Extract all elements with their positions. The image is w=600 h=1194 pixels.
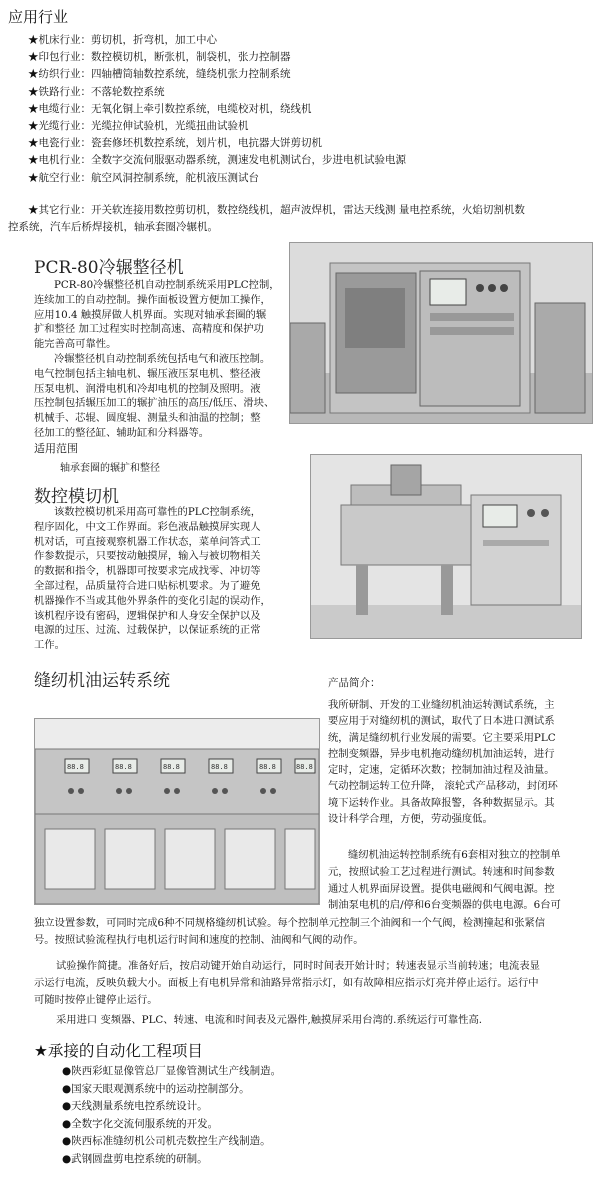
pcr-para1: [34, 278, 294, 352]
industry-item: ★纺织行业：四轴槽筒轴数控系统，缝绕机张力控制系统: [28, 68, 291, 81]
diecut-line: 该数控模切机采用高可靠性的PLC控制系统，: [54, 506, 261, 518]
pcr-machine-photo: [289, 242, 593, 424]
industry-item: ★航空行业：航空风洞控制系统，舵机液压测试台: [28, 171, 259, 184]
sewing-intro: [328, 697, 590, 827]
sewing-line: 独立设置参数，可同时完成6种不同规格缝纫机试验。每个控制单元控制三个油阀和一个气阀，检测撞起和张紧信: [34, 917, 546, 929]
industry-other-line2: 控系统，汽车后桥焊接机，轴承套圈冷辗机。: [8, 221, 218, 234]
industry-other-line1: ★其它行业：开关软连接用数控剪切机，数控绕线机，超声波焊机，雷达天线测 量电控系统，火焰切割机数: [28, 204, 525, 216]
sewing-line: 可随时按停止键停止运行。: [34, 994, 158, 1006]
diecut-line: 程序固化，中文工作界面。彩色液晶触摸屏实现人: [34, 520, 261, 533]
sewing-intro-label: 产品简介：: [328, 677, 381, 689]
display-readout: 88.8: [259, 763, 276, 771]
sewing-line: 号。按照试验流程执行电机运行时间和速度的控制、油阀和气阀的动作。: [34, 934, 364, 946]
industry-list: [28, 32, 588, 187]
diecut-line: 的数据和指令，机器即可按要求完成找零、冲切等: [34, 565, 261, 578]
pcr-title: PCR-80冷辗整径机: [34, 258, 184, 278]
sewing-para4: 采用进口 变频器、PLC、转速、电流和时间表及元器件,触摸屏采用台湾的.系统运行可靠性高.: [56, 1014, 483, 1026]
diecut-line: 工作。: [34, 639, 65, 652]
pcr-line: PCR-80冷辗整径机自动控制系统采用PLC控制，: [54, 279, 280, 291]
sewing-line: 定时，定速，定循环次数；控制加油过程及油量。: [328, 764, 555, 777]
pcr-scope-text: 轴承套圈的辗扩和整径: [60, 463, 160, 474]
sewing-line: 统，满足缝纫机行业发展的需要。它主要采用PLC: [328, 731, 556, 744]
project-item: ●武钢圆盘剪电控系统的研制。: [62, 1152, 208, 1165]
sewing-line: 控制变频器，异步电机拖动缝纫机加油运转，进行: [328, 747, 555, 760]
sewing-line: 通过人机界面屏设置。提供电磁阀和气阀电源。控: [328, 882, 555, 895]
sewing-line: 元，按照试验工艺过程进行测试。转速和时间参数: [328, 865, 555, 878]
sewing-line: 制油泵电机的启/停和6台变频器的供电电源。6台可: [328, 899, 561, 912]
display-readout: 88.8: [163, 763, 180, 771]
project-item: ●国家天眼观测系统中的运动控制部分。: [62, 1082, 250, 1095]
diecut-line: 作参数提示，只要按动触摸屏，输入与被切物相关: [34, 550, 261, 563]
pcr-scope-label: 适用范围: [34, 442, 78, 455]
sewing-line: 试验操作简捷。准备好后，按启动键开始自动运行，同时时间表开始计时；转速表显示当前转速；电流表显: [56, 960, 540, 972]
diecut-title: 数控模切机: [34, 487, 119, 507]
diecut-line: 该机程序设有密码，逻辑保护和人身安全保护以及: [34, 609, 261, 622]
industry-item: ★电瓷行业：瓷套修坯机数控系统，划片机，电抗器大饼剪切机: [28, 137, 322, 150]
sewing-line: 气动控制运转工位升降， 滚轮式产品移动，封闭环: [328, 780, 558, 793]
projects-title: ★承接的自动化工程项目: [34, 1042, 203, 1060]
diecut-machine-photo: [310, 454, 582, 639]
pcr-line: 能完善高可靠性。: [34, 338, 117, 351]
diecut-line: 机对话，可直接观察机器工作状态，菜单问答式工: [34, 535, 261, 548]
industry-item: ★光缆行业：光缆拉伸试验机，光缆扭曲试验机: [28, 120, 249, 133]
display-readout: 88.8: [211, 763, 228, 771]
industry-item: ★铁路行业：不落轮数控系统: [28, 85, 165, 98]
project-item: ●陕西彩虹显像管总厂显像管测试生产线制造。: [62, 1065, 282, 1077]
pcr-line: 压泵电机、润滑电机和冷却电机的控制及照明。液: [34, 382, 261, 395]
industry-item: ★电机行业：全数字交流伺服驱动器系统，测速发电机测试台，步进电机试验电源: [28, 154, 406, 167]
pcr-line: 电气控制包括主轴电机、辗压液压泵电机、整径液: [34, 367, 261, 380]
industries-heading: 应用行业: [8, 8, 69, 26]
diecut-line: 机器操作不当或其他外界条件的变化引起的误动作，: [34, 594, 271, 607]
sewing-line: 示运行电流，反映负载大小。面板上有电机异常和油路异常指示灯，如有故障相应指示灯亮并停止运行。运行中: [34, 977, 539, 989]
display-readout: 88.8: [296, 763, 313, 771]
pcr-line: 应用10.4 触摸屏做人机界面。实现对轴承套圈的辗: [34, 308, 267, 321]
sewing-line: 要应用于对缝纫机的测试，取代了日本进口测试系: [328, 715, 555, 728]
pcr-para2: [34, 352, 304, 441]
industry-item: ★印包行业：数控模切机，断张机，制袋机，张力控制器: [28, 51, 291, 64]
sewing-line: 设计科学合理，方便，劳动强度低。: [328, 813, 493, 826]
pcr-line: 连续加工的自动控制。操作面板设置方便加工操作，: [34, 293, 271, 306]
diecut-para: [34, 505, 294, 653]
display-readout: 88.8: [115, 763, 132, 771]
industry-item: ★电缆行业：无氧化铜上牵引数控系统，电缆校对机，绕线机: [28, 102, 312, 115]
sewing-system-photo: [34, 718, 320, 905]
sewing-para2-right: [328, 847, 590, 914]
pcr-line: 径加工的整径缸、辅助缸和分料器等。: [34, 426, 210, 439]
project-item: ●全数字化交流伺服系统的开发。: [62, 1117, 219, 1130]
project-item: ●天线测量系统电控系统设计。: [62, 1100, 208, 1112]
sewing-para2-full: [34, 915, 590, 949]
pcr-line: 扩和整径 加工过程实时控制高速、高精度和保护功: [34, 323, 264, 336]
projects-list: [62, 1063, 582, 1168]
pcr-line: 冷辗整径机自动控制系统包括电气和液压控制。: [54, 353, 271, 365]
diecut-line: 电源的过压、过流、过载保护，以保证系统的正常: [34, 624, 261, 637]
pcr-line: 机械手、芯辊、圆度辊、测量头和油温的控制；整: [34, 412, 261, 425]
sewing-line: 我所研制、开发的工业缝纫机油运转测试系统，主: [328, 699, 555, 711]
sewing-title: 缝纫机油运转系统: [34, 671, 170, 691]
sewing-line: 缝纫机油运转控制系统有6套相对独立的控制单: [348, 849, 561, 861]
diecut-line: 全部过程，品质量符合进口贴标机要求。为了避免: [34, 579, 261, 592]
industry-item: ★机床行业：剪切机，折弯机，加工中心: [28, 34, 217, 46]
project-item: ●陕西标准缝纫机公司机壳数控生产线制造。: [62, 1135, 271, 1147]
display-readout: 88.8: [67, 763, 84, 771]
industry-item-other: [8, 202, 596, 236]
sewing-para3: [34, 958, 590, 1009]
sewing-line: 境下运转作业。具备故障报警，各种数据显示。其: [328, 796, 555, 809]
pcr-line: 压控制包括辗压加工的辗扩油压的高压/低压、滑块、: [34, 397, 275, 410]
